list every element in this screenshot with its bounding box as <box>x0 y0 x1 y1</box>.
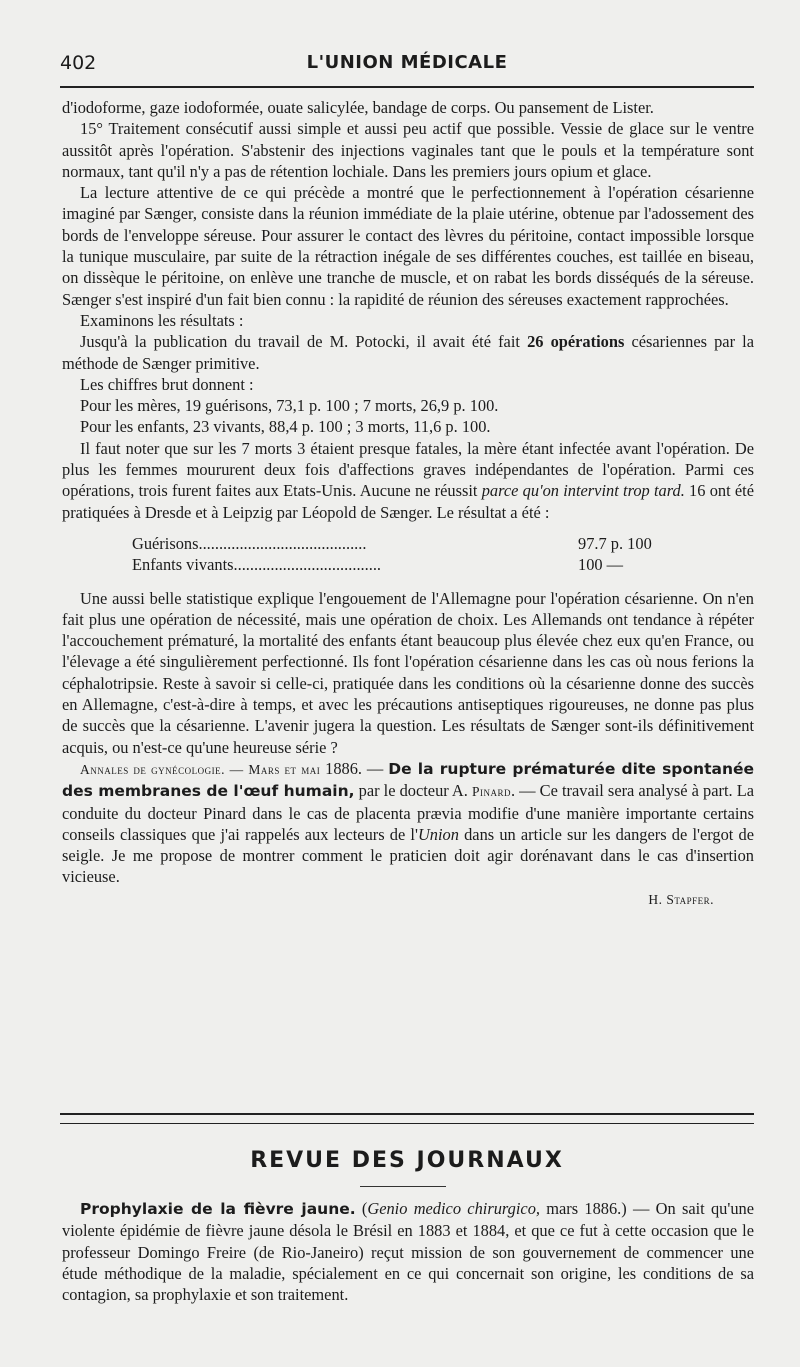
italic-span: parce qu'on intervint trop tard. <box>481 481 685 501</box>
paragraph: Pour les mères, 19 guérisons, 73,1 p. 100 ; 7 morts, 26,9 p. 100. <box>80 396 499 416</box>
text-span: césariennes par la méthode de Sænger primitive. <box>62 332 754 373</box>
text-span: mars 1886.) — On sait qu'une violente épidémie de fièvre jaune désola le Brésil en 1883 et 1884, et que ce fut à cette occasion que le professeur Domingo Freire (de Rio-Janeiro) reçut mission de son gouvernement de commencer une étude méthodique de la maladie, spécialement en ce qui concernait son origine, les conditions de sa contagion, sa prophylaxie et son traitement. <box>62 1199 754 1305</box>
paragraph: Examinons les résultats : <box>80 310 244 330</box>
paragraph <box>62 438 754 523</box>
results-row <box>132 533 688 554</box>
review-title: De la rupture prématurée dite spontanée des membranes de l'œuf humain, <box>62 759 755 801</box>
paragraph <box>62 1198 754 1305</box>
signature <box>62 888 754 910</box>
text-span: dans un article sur les dangers de l'ergot de seigle. Je me propose de montrer comment le praticien doit agir dorénavant dans le cas d'insertion vicieuse. <box>62 824 754 887</box>
results-table <box>132 533 688 576</box>
paragraph: Une aussi belle statistique explique l'engouement de l'Allemagne pour l'opération césarienne. On n'en fait plus une opération de nécessité, mais une opération de choix. Les Allemands ont tendance à répéter l'accouchement prématuré, la mortalité des enfants étant beaucoup plus élevée chez eux qu'en France, ou l'élevage a été singulièrement perfectionné. Ils font l'opération césarienne dans les cas où nous ferions la céphalotripsie. Reste à savoir si celle-ci, pratiquée dans les conditions où la césarienne donne des succès en Allemagne, c'est-à-dire à temps, et avec les précautions antiseptiques rigoureuses, ne donne pas plus de succès que la césarienne. L'avenir jugera la question. Les résultats de Sænger sont-ils définitivement acquis, ou n'est-ce qu'une heureuse série ? <box>62 588 754 757</box>
paragraph: 15° Traitement consécutif aussi simple et aussi peu actif que possible. Vessie de glace sur le ventre aussitôt après l'opération. S'abstenir des injections vaginales tant que le pouls et la température sont normaux, tant qu'il n'y a pas de rétention lochiale. Dans les premiers jours opium et glace. <box>62 119 754 181</box>
header-rule <box>60 86 754 88</box>
journal-title: Prophylaxie de la fièvre jaune. <box>80 1200 356 1218</box>
section-divider <box>60 1113 754 1124</box>
page-header <box>60 52 754 82</box>
text-span: Jusqu'à la publication du travail de M. Potocki, il avait été fait <box>80 332 528 352</box>
italic-span: Genio medico chirurgico, <box>367 1199 540 1218</box>
paragraph: Pour les enfants, 23 vivants, 88,4 p. 100 ; 3 morts, 11,6 p. 100. <box>80 417 491 437</box>
paragraph: Les chiffres brut donnent : <box>80 374 254 394</box>
text-span: 16 ont été pratiquées à Dresde et à Leipzig par Léopold de Sænger. Le résultat a été : <box>62 481 754 522</box>
results-value: 97.7 p. 100 <box>578 533 652 553</box>
running-title: L'UNION MÉDICALE <box>306 52 508 73</box>
review-source: Annales de gynécologie. — Mars et mai <box>80 761 321 777</box>
section-title: REVUE DES JOURNAUX <box>250 1148 564 1173</box>
paragraph <box>62 331 754 374</box>
text-span: ( <box>355 1199 368 1218</box>
text-span: 1886. — <box>320 758 389 778</box>
text-span: Il faut noter que sur les 7 morts 3 étaient presque fatales, la mère étant infectée avant l'opération. De plus les femmes moururent deux fois d'affections graves indépendantes de l'opération. Parmi ces opérations, trois furent faites aux Etats-Unis. Aucune ne réussit <box>62 438 754 501</box>
text-span: . — Ce travail sera analysé à part. La conduite du docteur Pinard dans le cas de placenta prævia modifie d'une manière importante certains conseils classiques que j'ai rappelés aux lecteurs de l' <box>62 781 755 844</box>
text-span: par le docteur A. <box>354 781 472 801</box>
article-body <box>62 97 754 910</box>
paragraph: La lecture attentive de ce qui précède a montré que le perfectionnement à l'opération césarienne imaginé par Sænger, consiste dans la réunion immédiate de la plaie utérine, obtenue par l'adossement des bords de l'enveloppe séreuse. Pour assurer le contact des lèvres du péritoine, contact impossible lorsque la tunique musculaire, par suite de la rétraction inégale de ses différentes couches, est taillée en biseau, on dissèque le péritoine, on enlève une tranche de muscle, et on rabat les bords disséqués de la séreuse. Sænger s'est inspiré d'un fait bien connu : la rapidité de réunion des séreuses exactement rapprochées. <box>62 183 754 309</box>
review-paragraph <box>62 758 754 888</box>
signature-text: H. Stapfer. <box>648 891 714 907</box>
review-author: Pinard <box>471 784 511 800</box>
journal-body <box>62 1198 754 1305</box>
paragraph: d'iodoforme, gaze iodoformée, ouate salicylée, bandage de corps. Ou pansement de Lister. <box>62 98 654 117</box>
results-label: Guérisons......................................... <box>132 533 367 553</box>
bold-span: 26 opérations <box>527 332 625 352</box>
italic-span: Union <box>417 824 459 844</box>
title-underline <box>360 1186 446 1187</box>
results-label: Enfants vivants.................................... <box>132 555 382 575</box>
page-number: 402 <box>60 52 97 74</box>
results-value: 100 — <box>578 555 624 575</box>
results-row <box>132 554 688 575</box>
